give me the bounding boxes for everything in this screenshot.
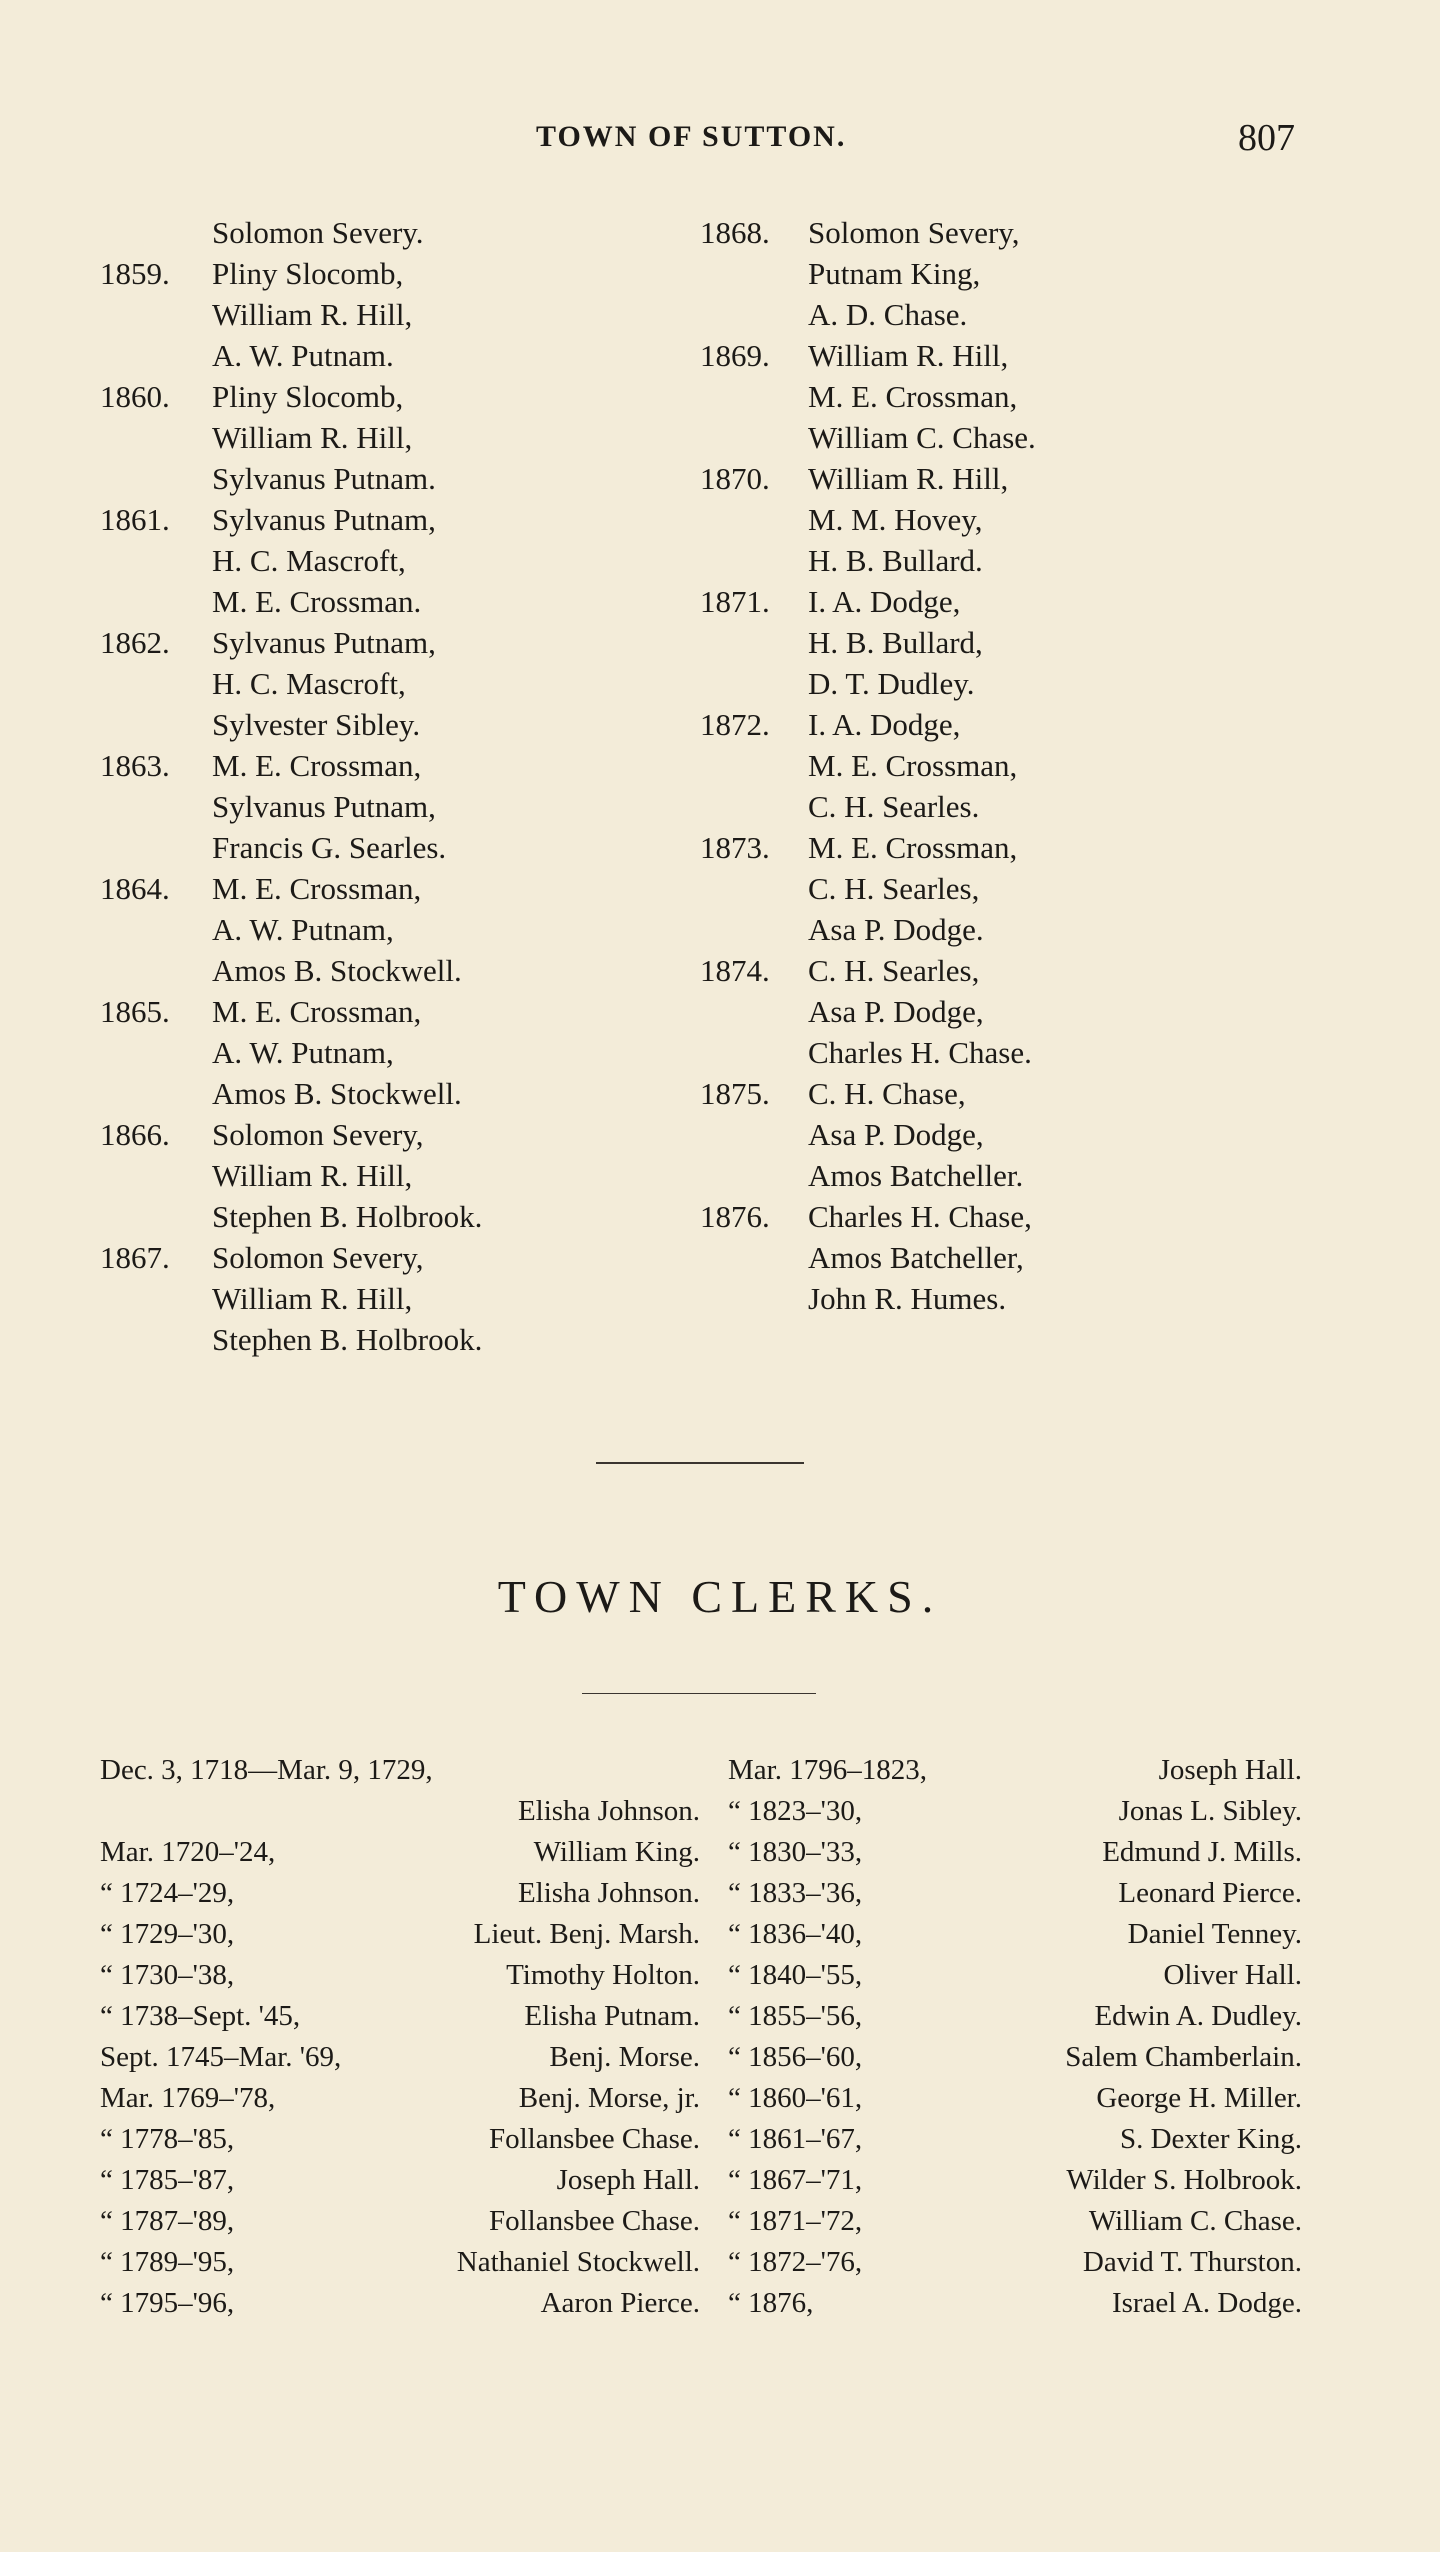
year-label bbox=[100, 458, 212, 499]
year-label: 1866. bbox=[100, 1117, 170, 1152]
selectmen-year-entry bbox=[700, 1196, 1300, 1319]
selectman-name: William R. Hill, bbox=[212, 297, 413, 332]
selectman-name: Asa P. Dodge. bbox=[808, 912, 984, 947]
selectman-name: Sylvanus Putnam, bbox=[212, 789, 436, 824]
clerk-name: Edmund J. Mills. bbox=[1102, 1836, 1302, 1868]
clerk-entry bbox=[728, 2119, 1302, 2160]
year-label bbox=[700, 1278, 808, 1319]
selectman-name: Pliny Slocomb, bbox=[212, 379, 404, 414]
year-label bbox=[700, 1237, 808, 1278]
title-underline bbox=[582, 1693, 816, 1694]
selectman-name: M. E. Crossman, bbox=[808, 379, 1018, 414]
selectman-name: William R. Hill, bbox=[808, 338, 1009, 373]
year-label bbox=[700, 294, 808, 335]
clerk-name: Elisha Johnson. bbox=[517, 1795, 700, 1827]
selectmen-line bbox=[700, 622, 1300, 663]
clerk-date: Mar. 1769–'78, bbox=[100, 2082, 276, 2114]
clerk-entry bbox=[728, 2283, 1302, 2324]
selectmen-line bbox=[100, 294, 660, 335]
clerk-date: “ 1833–'36, bbox=[728, 1877, 863, 1909]
selectman-name: Charles H. Chase, bbox=[808, 1199, 1032, 1234]
selectmen-line bbox=[700, 253, 1300, 294]
selectmen-year-entry bbox=[100, 1114, 660, 1237]
clerk-entry bbox=[728, 1832, 1302, 1873]
selectmen-line bbox=[700, 745, 1300, 786]
year-label bbox=[100, 1032, 212, 1073]
selectmen-line bbox=[100, 827, 660, 868]
clerk-name: Nathaniel Stockwell. bbox=[456, 2246, 700, 2278]
selectmen-line bbox=[700, 581, 1300, 622]
selectmen-line bbox=[100, 991, 660, 1032]
selectmen-year-entry bbox=[700, 212, 1300, 335]
selectman-name: Sylvanus Putnam. bbox=[212, 461, 436, 496]
selectmen-line bbox=[100, 253, 660, 294]
selectman-name: M. E. Crossman, bbox=[212, 994, 422, 1029]
year-label: 1871. bbox=[700, 584, 770, 619]
selectmen-line bbox=[100, 540, 660, 581]
selectmen-year-entry bbox=[100, 991, 660, 1114]
clerk-name: Wilder S. Holbrook. bbox=[1066, 2164, 1302, 2196]
clerk-entry bbox=[728, 1914, 1302, 1955]
clerk-name: Lieut. Benj. Marsh. bbox=[473, 1918, 700, 1950]
clerk-name: Daniel Tenney. bbox=[1127, 1918, 1302, 1950]
selectmen-line bbox=[700, 786, 1300, 827]
selectmen-line bbox=[700, 868, 1300, 909]
clerk-entry bbox=[728, 1791, 1302, 1832]
selectmen-line bbox=[100, 909, 660, 950]
clerk-name: S. Dexter King. bbox=[1119, 2123, 1302, 2155]
selectmen-line bbox=[100, 335, 660, 376]
year-label bbox=[700, 1155, 808, 1196]
selectmen-line bbox=[700, 1196, 1300, 1237]
selectmen-line bbox=[700, 212, 1300, 253]
year-label bbox=[100, 1319, 212, 1360]
clerk-date: “ 1830–'33, bbox=[728, 1836, 863, 1868]
selectmen-year-entry bbox=[100, 745, 660, 868]
clerk-name: Follansbee Chase. bbox=[488, 2205, 700, 2237]
selectman-name: C. H. Searles. bbox=[808, 789, 980, 824]
clerk-name: Israel A. Dodge. bbox=[1111, 2287, 1302, 2319]
selectmen-year-entry bbox=[100, 499, 660, 622]
selectmen-year-entry bbox=[100, 868, 660, 991]
selectmen-line bbox=[100, 1237, 660, 1278]
selectman-name: Asa P. Dodge, bbox=[808, 994, 984, 1029]
selectmen-column-right bbox=[700, 212, 1300, 1319]
selectmen-line bbox=[100, 1155, 660, 1196]
selectman-name: H. C. Mascroft, bbox=[212, 666, 406, 701]
clerk-entry bbox=[100, 2160, 700, 2201]
clerk-name: Benj. Morse, jr. bbox=[518, 2082, 700, 2114]
running-head: TOWN OF SUTTON. bbox=[536, 120, 847, 153]
year-label bbox=[700, 540, 808, 581]
selectmen-line bbox=[100, 704, 660, 745]
year-label bbox=[100, 335, 212, 376]
selectmen-line bbox=[100, 622, 660, 663]
year-label: 1865. bbox=[100, 994, 170, 1029]
selectmen-line bbox=[100, 212, 660, 253]
clerk-date: “ 1856–'60, bbox=[728, 2041, 863, 2073]
year-label bbox=[100, 581, 212, 622]
selectman-name: C. H. Searles, bbox=[808, 953, 980, 988]
selectman-name: H. C. Mascroft, bbox=[212, 543, 406, 578]
section-divider bbox=[596, 1462, 804, 1464]
year-label bbox=[700, 1032, 808, 1073]
selectman-name: Asa P. Dodge, bbox=[808, 1117, 984, 1152]
year-label bbox=[100, 540, 212, 581]
year-label bbox=[700, 376, 808, 417]
selectmen-year-entry bbox=[100, 1237, 660, 1360]
year-label bbox=[100, 663, 212, 704]
clerk-date: “ 1795–'96, bbox=[100, 2287, 235, 2319]
selectmen-line bbox=[700, 704, 1300, 745]
selectmen-line bbox=[100, 745, 660, 786]
year-label bbox=[100, 786, 212, 827]
clerk-entry-first bbox=[100, 1750, 700, 1791]
year-label bbox=[700, 745, 808, 786]
selectmen-line bbox=[100, 581, 660, 622]
year-label bbox=[700, 786, 808, 827]
selectmen-line bbox=[700, 376, 1300, 417]
selectmen-line bbox=[100, 1114, 660, 1155]
selectman-name: H. B. Bullard, bbox=[808, 625, 983, 660]
selectman-name: William R. Hill, bbox=[212, 420, 413, 455]
clerk-name: Oliver Hall. bbox=[1163, 1959, 1302, 1991]
clerk-date: “ 1823–'30, bbox=[728, 1795, 863, 1827]
selectman-name: William C. Chase. bbox=[808, 420, 1036, 455]
clerk-entry bbox=[100, 2037, 700, 2078]
year-label: 1864. bbox=[100, 871, 170, 906]
selectmen-line bbox=[100, 663, 660, 704]
clerk-date: “ 1872–'76, bbox=[728, 2246, 863, 2278]
selectman-name: M. E. Crossman, bbox=[808, 830, 1018, 865]
selectman-name: H. B. Bullard. bbox=[808, 543, 983, 578]
clerk-entry bbox=[728, 2037, 1302, 2078]
selectmen-line bbox=[700, 335, 1300, 376]
year-label bbox=[100, 909, 212, 950]
clerk-date: Sept. 1745–Mar. '69, bbox=[100, 2041, 342, 2073]
clerk-name: Leonard Pierce. bbox=[1118, 1877, 1302, 1909]
selectman-name: Francis G. Searles. bbox=[212, 830, 447, 865]
year-label: 1869. bbox=[700, 338, 770, 373]
selectmen-year-entry bbox=[700, 458, 1300, 581]
clerk-entry bbox=[728, 1750, 1302, 1791]
year-label: 1868. bbox=[700, 215, 770, 250]
selectmen-line bbox=[700, 1155, 1300, 1196]
clerk-name: Joseph Hall. bbox=[1158, 1754, 1302, 1786]
clerk-date: “ 1876, bbox=[728, 2287, 814, 2319]
selectman-name: A. W. Putnam, bbox=[212, 912, 394, 947]
selectmen-line bbox=[700, 294, 1300, 335]
clerk-entry bbox=[728, 2078, 1302, 2119]
selectmen-column-left bbox=[100, 212, 660, 1360]
clerk-name: Jonas L. Sibley. bbox=[1118, 1795, 1302, 1827]
selectmen-line bbox=[700, 1278, 1300, 1319]
year-label bbox=[100, 212, 212, 253]
year-label bbox=[700, 663, 808, 704]
selectmen-line bbox=[700, 1073, 1300, 1114]
clerk-name: William King. bbox=[533, 1836, 700, 1868]
clerk-name: Timothy Holton. bbox=[506, 1959, 700, 1991]
selectman-name: C. H. Chase, bbox=[808, 1076, 966, 1111]
year-label bbox=[700, 499, 808, 540]
selectmen-line bbox=[700, 950, 1300, 991]
selectman-name: Solomon Severy, bbox=[808, 215, 1020, 250]
selectmen-line bbox=[700, 827, 1300, 868]
selectman-name: Stephen B. Holbrook. bbox=[212, 1199, 483, 1234]
clerk-name: Benj. Morse. bbox=[549, 2041, 700, 2073]
section-title: TOWN CLERKS. bbox=[497, 1571, 943, 1622]
selectman-name: William R. Hill, bbox=[808, 461, 1009, 496]
year-label bbox=[100, 1278, 212, 1319]
clerk-entry bbox=[728, 1873, 1302, 1914]
year-label: 1874. bbox=[700, 953, 770, 988]
clerk-date: Mar. 1796–1823, bbox=[728, 1754, 927, 1786]
clerk-entry-first-continuation bbox=[100, 1791, 700, 1832]
clerk-entry bbox=[728, 2242, 1302, 2283]
clerk-date: “ 1867–'71, bbox=[728, 2164, 863, 2196]
selectmen-year-entry bbox=[700, 704, 1300, 827]
year-label: 1872. bbox=[700, 707, 770, 742]
selectmen-line bbox=[100, 1032, 660, 1073]
selectmen-line bbox=[100, 1319, 660, 1360]
selectmen-line bbox=[700, 1237, 1300, 1278]
selectmen-line bbox=[100, 1073, 660, 1114]
selectmen-line bbox=[700, 417, 1300, 458]
selectman-name: Solomon Severy. bbox=[212, 215, 424, 250]
selectman-name: Stephen B. Holbrook. bbox=[212, 1322, 483, 1357]
year-label: 1862. bbox=[100, 625, 170, 660]
selectmen-line bbox=[100, 458, 660, 499]
clerk-date: “ 1787–'89, bbox=[100, 2205, 235, 2237]
clerk-entry bbox=[728, 2160, 1302, 2201]
selectmen-line bbox=[100, 1278, 660, 1319]
year-label bbox=[700, 1114, 808, 1155]
clerk-name: Joseph Hall. bbox=[556, 2164, 700, 2196]
selectman-name: William R. Hill, bbox=[212, 1281, 413, 1316]
selectmen-year-entry bbox=[700, 581, 1300, 704]
selectmen-year-entry bbox=[700, 827, 1300, 950]
year-label: 1860. bbox=[100, 379, 170, 414]
selectmen-line bbox=[700, 458, 1300, 499]
year-label: 1876. bbox=[700, 1199, 770, 1234]
year-label bbox=[100, 950, 212, 991]
clerk-date: “ 1785–'87, bbox=[100, 2164, 235, 2196]
clerk-name: Edwin A. Dudley. bbox=[1094, 2000, 1302, 2032]
selectman-name: M. E. Crossman. bbox=[212, 584, 422, 619]
selectmen-line bbox=[700, 991, 1300, 1032]
selectman-name: M. E. Crossman, bbox=[212, 748, 422, 783]
year-label bbox=[700, 991, 808, 1032]
clerk-name: Salem Chamberlain. bbox=[1065, 2041, 1302, 2073]
year-label: 1861. bbox=[100, 502, 170, 537]
clerk-date: “ 1860–'61, bbox=[728, 2082, 863, 2114]
selectman-name: Putnam King, bbox=[808, 256, 981, 291]
selectmen-line bbox=[700, 499, 1300, 540]
year-label bbox=[700, 622, 808, 663]
selectman-name: Sylvester Sibley. bbox=[212, 707, 421, 742]
clerk-date: Mar. 1720–'24, bbox=[100, 1836, 276, 1868]
selectmen-line bbox=[100, 499, 660, 540]
clerk-date: “ 1729–'30, bbox=[100, 1918, 235, 1950]
clerk-name: David T. Thurston. bbox=[1082, 2246, 1302, 2278]
selectmen-year-entry bbox=[700, 950, 1300, 1073]
year-label: 1870. bbox=[700, 461, 770, 496]
selectmen-line bbox=[700, 540, 1300, 581]
selectman-name: I. A. Dodge, bbox=[808, 707, 961, 742]
selectmen-line bbox=[100, 950, 660, 991]
selectman-name: Amos B. Stockwell. bbox=[212, 1076, 462, 1111]
clerk-entry bbox=[100, 2283, 700, 2324]
selectmen-year-entry bbox=[700, 1073, 1300, 1196]
clerk-name: Elisha Johnson. bbox=[517, 1877, 700, 1909]
clerk-date: “ 1855–'56, bbox=[728, 2000, 863, 2032]
selectmen-year-entry bbox=[100, 212, 660, 253]
clerk-date: Dec. 3, 1718—Mar. 9, 1729, bbox=[100, 1754, 433, 1786]
selectmen-line bbox=[700, 909, 1300, 950]
clerk-entry bbox=[100, 1955, 700, 1996]
selectman-name: A. W. Putnam, bbox=[212, 1035, 394, 1070]
selectman-name: Sylvanus Putnam, bbox=[212, 625, 436, 660]
selectman-name: A. D. Chase. bbox=[808, 297, 968, 332]
selectmen-line bbox=[100, 417, 660, 458]
clerk-entry bbox=[100, 1996, 700, 2037]
selectmen-line bbox=[100, 1196, 660, 1237]
year-label: 1875. bbox=[700, 1076, 770, 1111]
selectman-name: M. M. Hovey, bbox=[808, 502, 983, 537]
selectman-name: Solomon Severy, bbox=[212, 1117, 424, 1152]
clerk-name: Follansbee Chase. bbox=[488, 2123, 700, 2155]
selectman-name: M. E. Crossman, bbox=[212, 871, 422, 906]
clerk-date: “ 1738–Sept. '45, bbox=[100, 2000, 301, 2032]
clerk-name: Elisha Putnam. bbox=[524, 2000, 700, 2032]
clerk-date: “ 1724–'29, bbox=[100, 1877, 235, 1909]
clerk-entry bbox=[728, 1996, 1302, 2037]
selectman-name: John R. Humes. bbox=[808, 1281, 1007, 1316]
selectman-name: Amos Batcheller, bbox=[808, 1240, 1024, 1275]
selectmen-line bbox=[700, 1114, 1300, 1155]
selectman-name: William R. Hill, bbox=[212, 1158, 413, 1193]
selectmen-year-entry bbox=[100, 253, 660, 376]
selectman-name: Solomon Severy, bbox=[212, 1240, 424, 1275]
clerk-date: “ 1840–'55, bbox=[728, 1959, 863, 1991]
selectmen-line bbox=[100, 868, 660, 909]
selectmen-year-entry bbox=[100, 376, 660, 499]
clerk-entry bbox=[728, 2201, 1302, 2242]
page-number: 807 bbox=[1238, 117, 1295, 159]
selectmen-year-entry bbox=[700, 335, 1300, 458]
year-label bbox=[700, 868, 808, 909]
clerk-date: “ 1789–'95, bbox=[100, 2246, 235, 2278]
year-label bbox=[700, 909, 808, 950]
selectman-name: M. E. Crossman, bbox=[808, 748, 1018, 783]
clerk-entry bbox=[728, 1955, 1302, 1996]
year-label: 1867. bbox=[100, 1240, 170, 1275]
selectman-name: Amos Batcheller. bbox=[808, 1158, 1024, 1193]
selectman-name: I. A. Dodge, bbox=[808, 584, 961, 619]
year-label bbox=[100, 294, 212, 335]
selectmen-line bbox=[700, 1032, 1300, 1073]
clerk-date: “ 1836–'40, bbox=[728, 1918, 863, 1950]
selectman-name: A. W. Putnam. bbox=[212, 338, 394, 373]
selectman-name: Pliny Slocomb, bbox=[212, 256, 404, 291]
year-label bbox=[100, 1155, 212, 1196]
year-label bbox=[100, 1073, 212, 1114]
year-label bbox=[100, 417, 212, 458]
selectmen-line bbox=[700, 663, 1300, 704]
clerk-entry bbox=[100, 2119, 700, 2160]
selectmen-line bbox=[100, 786, 660, 827]
clerk-date: “ 1778–'85, bbox=[100, 2123, 235, 2155]
clerk-entry bbox=[100, 1873, 700, 1914]
year-label bbox=[700, 253, 808, 294]
selectman-name: C. H. Searles, bbox=[808, 871, 980, 906]
year-label: 1863. bbox=[100, 748, 170, 783]
clerk-entry bbox=[100, 2201, 700, 2242]
clerk-entry bbox=[100, 2078, 700, 2119]
clerks-column-right bbox=[728, 1750, 1302, 2324]
clerk-name: George H. Miller. bbox=[1096, 2082, 1302, 2114]
clerk-date: “ 1730–'38, bbox=[100, 1959, 235, 1991]
selectman-name: D. T. Dudley. bbox=[808, 666, 975, 701]
year-label bbox=[700, 417, 808, 458]
selectmen-year-entry bbox=[100, 622, 660, 745]
selectmen-line bbox=[100, 376, 660, 417]
year-label: 1873. bbox=[700, 830, 770, 865]
selectman-name: Charles H. Chase. bbox=[808, 1035, 1032, 1070]
clerk-entry bbox=[100, 1832, 700, 1873]
year-label bbox=[100, 1196, 212, 1237]
selectman-name: Amos B. Stockwell. bbox=[212, 953, 462, 988]
clerk-name: Aaron Pierce. bbox=[540, 2287, 700, 2319]
year-label bbox=[100, 704, 212, 745]
clerk-name: William C. Chase. bbox=[1088, 2205, 1302, 2237]
clerk-date: “ 1861–'67, bbox=[728, 2123, 863, 2155]
clerk-entry bbox=[100, 1914, 700, 1955]
clerk-date: “ 1871–'72, bbox=[728, 2205, 863, 2237]
year-label: 1859. bbox=[100, 256, 170, 291]
clerk-entry bbox=[100, 2242, 700, 2283]
clerks-column-left bbox=[100, 1750, 700, 2324]
year-label bbox=[100, 827, 212, 868]
selectman-name: Sylvanus Putnam, bbox=[212, 502, 436, 537]
